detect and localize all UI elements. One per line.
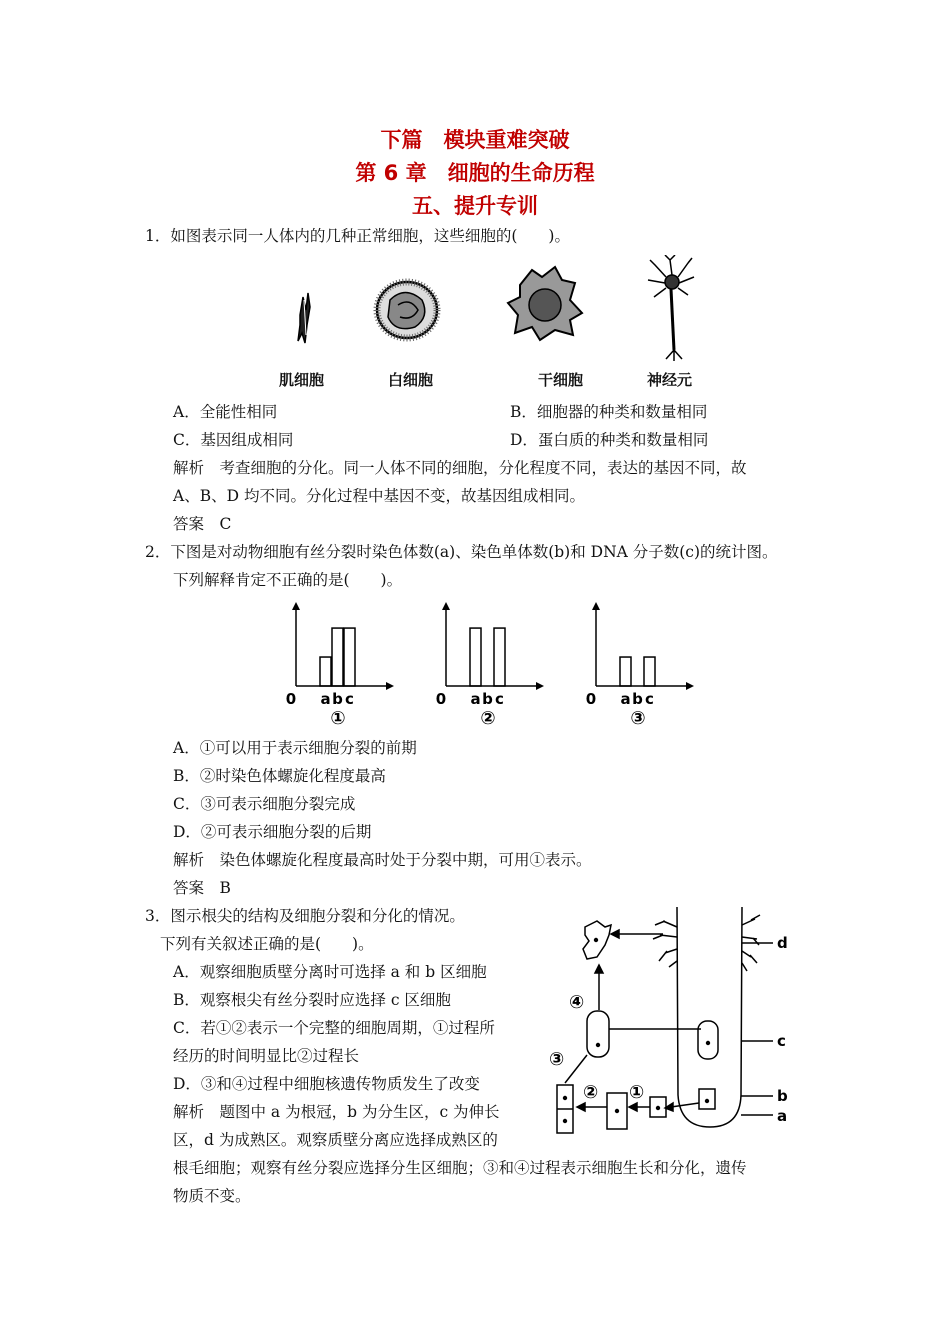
chart-bar-c [644,657,655,686]
q3-analysis-line2: 区，d 为成熟区。观察质壁分离应选择成熟区的 [173,1131,498,1149]
label-a: a [777,1107,788,1125]
chart-tick-label-b: b [482,690,493,708]
chart-origin-label: 0 [285,690,297,708]
q1-analysis-line2: A、B、D 均不同。分化过程中基因不变，故基因组成相同。 [173,487,585,505]
q1-answer: 答案 C [173,515,232,533]
chart-tick-label-c: c [645,690,654,708]
chart-tick-label-a: a [620,690,631,708]
q3-stem-line1: 3．图示根尖的结构及细胞分裂和分化的情况。 [145,907,465,925]
chart-x-arrow [686,682,694,690]
chart-tick-label-b: b [632,690,643,708]
q2-option-a: A．①可以用于表示细胞分裂的前期 [173,739,417,757]
label-process-4: ④ [569,992,585,1013]
subsection-title: 五、提升专训 [412,194,538,218]
cell-label-muscle: 肌细胞 [279,371,325,389]
label-process-3: ③ [549,1049,565,1070]
chart-y-arrow [292,602,300,610]
q1-option-b: B．细胞器的种类和数量相同 [510,403,708,421]
section-title: 下篇 模块重难突破 [380,128,570,152]
chart-bar-a [320,657,331,686]
chart-tick-label-a: a [320,690,331,708]
label-c: c [777,1032,786,1050]
chart-title: ③ [630,708,646,728]
q3-stem-line2: 下列有关叙述正确的是( )。 [160,935,374,953]
q3-root-tip-diagram [545,905,805,1135]
q3-analysis-line1: 解析 题图中 a 为根冠，b 为分生区，c 为伸长 [173,1103,500,1121]
q2-analysis: 解析 染色体螺旋化程度最高时处于分裂中期，可用①表示。 [173,851,592,869]
chart-bar-a [470,628,481,686]
root-hairs-left [653,921,677,967]
q2-option-d: D．②可表示细胞分裂的后期 [173,823,372,841]
stem-cell-drawing [508,267,582,340]
chart-origin-label: 0 [585,690,597,708]
q3-option-c-line1: C．若①②表示一个完整的细胞周期，①过程所 [173,1019,495,1037]
q3-analysis-line3: 根毛细胞；观察有丝分裂应选择分生区细胞；③和④过程表示细胞生长和分化，遗传 [173,1159,747,1177]
q1-analysis-line1: 解析 考查细胞的分化。同一人体不同的细胞，分化程度不同，表达的基因不同，故 [173,459,747,477]
chart-title: ② [480,708,496,728]
chart-tick-label-c: c [345,690,354,708]
q1-option-a: A．全能性相同 [173,403,278,421]
chart-x-arrow [386,682,394,690]
chart-tick-label-a: a [470,690,481,708]
neuron-drawing [648,255,694,361]
label-process-2: ② [583,1082,599,1103]
q2-stem-line1: 2．下图是对动物细胞有丝分裂时染色体数(a)、染色单体数(b)和 DNA 分子数(c)的统计图。 [145,543,778,561]
q2-option-b: B．②时染色体螺旋化程度最高 [173,767,386,785]
q2-stem-line2: 下列解释肯定不正确的是( )。 [173,571,403,589]
q3-option-a: A．观察细胞质壁分离时可选择 a 和 b 区细胞 [173,963,487,981]
chart-bar-a [620,657,631,686]
chart-bar-c [494,628,505,686]
q1-cell-figure [270,255,740,370]
q3-analysis-line4: 物质不变。 [173,1187,251,1205]
chart-tick-label-b: b [332,690,343,708]
q2-bar-charts [280,598,700,728]
white-blood-cell-drawing [377,282,437,338]
q2-option-c: C．③可表示细胞分裂完成 [173,795,356,813]
q3-option-d: D．③和④过程中细胞核遗传物质发生了改变 [173,1075,480,1093]
chart-title: ① [330,708,346,728]
q1-stem: 1．如图表示同一人体内的几种正常细胞，这些细胞的( )。 [145,227,570,245]
chart-y-arrow [442,602,450,610]
muscle-cell-drawing [298,293,310,343]
chart-bar-b [332,628,343,686]
q3-option-b: B．观察根尖有丝分裂时应选择 c 区细胞 [173,991,451,1009]
label-d: d [777,934,788,952]
cell-label-white-blood: 白细胞 [388,371,434,389]
cell-label-neuron: 神经元 [647,371,693,389]
chart-bar-c [344,628,355,686]
q3-option-c-line2: 经历的时间明显比②过程长 [173,1047,360,1065]
chart-y-arrow [592,602,600,610]
label-b: b [777,1087,788,1105]
q2-answer: 答案 B [173,879,231,897]
q1-option-d: D．蛋白质的种类和数量相同 [510,431,709,449]
q1-option-c: C．基因组成相同 [173,431,294,449]
chapter-title: 第 6 章 细胞的生命历程 [355,161,595,185]
label-process-1: ① [629,1082,645,1103]
cell-label-stem: 干细胞 [538,371,584,389]
chart-origin-label: 0 [435,690,447,708]
root-outline [677,907,742,1127]
chart-tick-label-c: c [495,690,504,708]
chart-x-arrow [536,682,544,690]
